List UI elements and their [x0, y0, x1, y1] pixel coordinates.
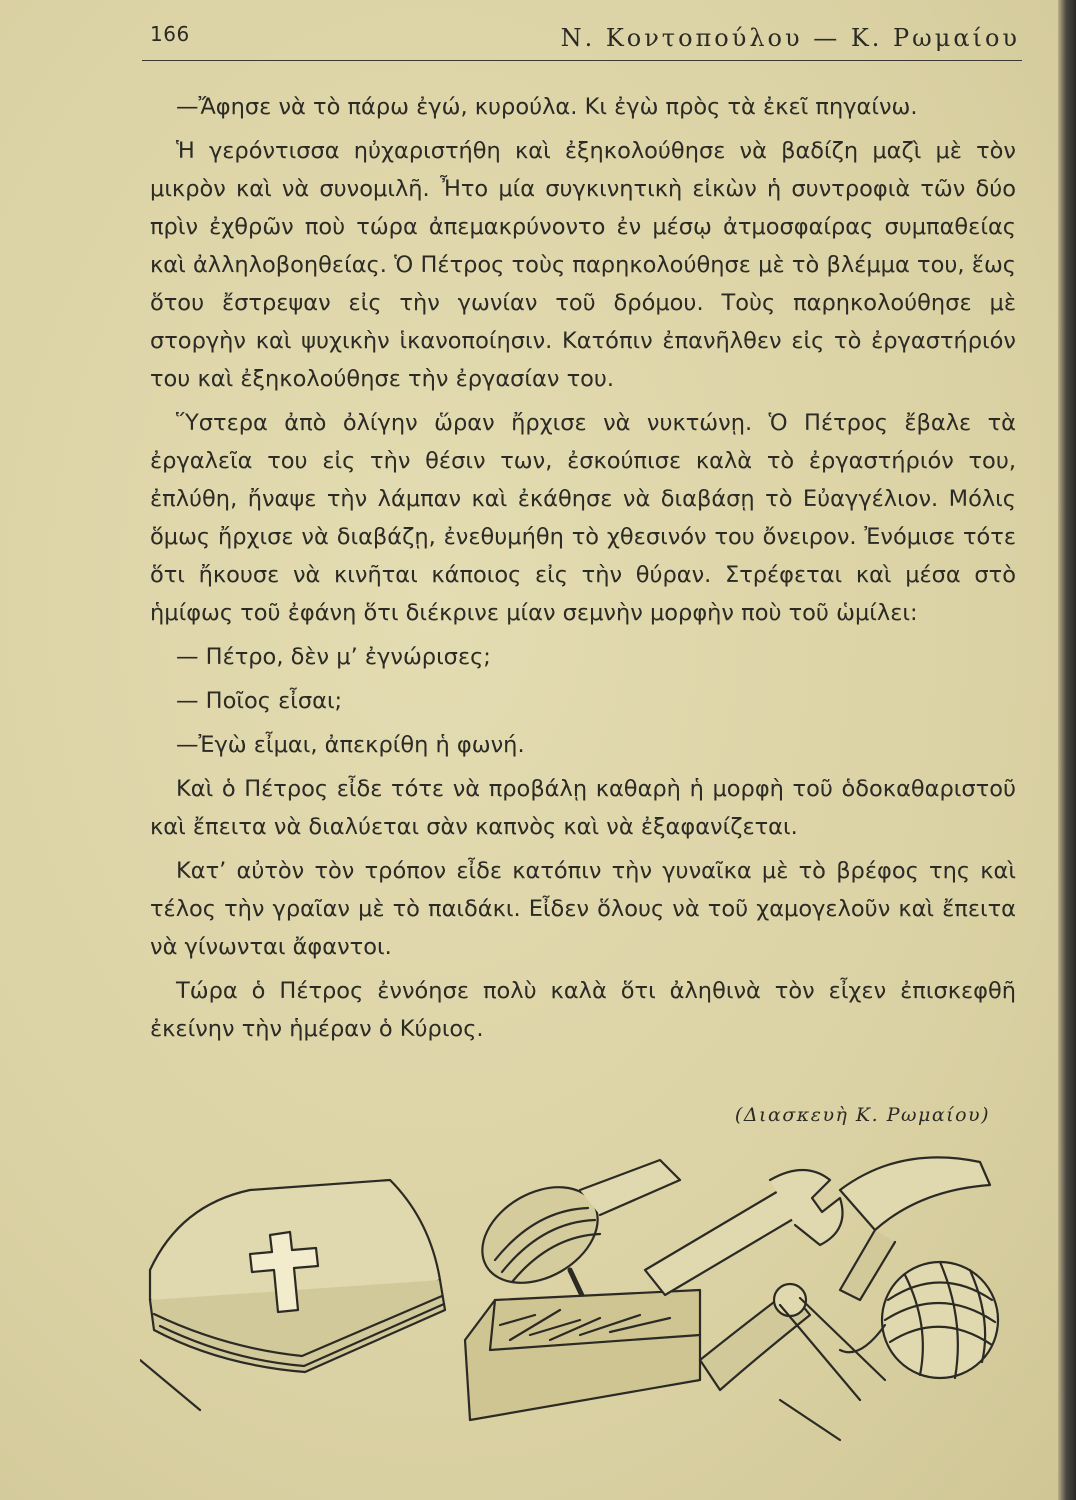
paragraph-5: Κατ’ αὐτὸν τὸν τρόπον εἶδε κατόπιν τὴν γυναῖκα μὲ τὸ βρέφος της καὶ τέλος τὴν γραῖαν μὲ τὸ παιδάκι. Εἶδεν ὅλους νὰ τοῦ χαμογελοῦν καὶ ἔπειτα νὰ γίνωνται ἄφαντοι. — [150, 858, 1016, 960]
dialogue-line-3: —Ἐγὼ εἶμαι, ἀπεκρίθη ἡ φωνή. — [176, 732, 525, 758]
dialogue-line-2: — Ποῖος εἶσαι; — [176, 688, 343, 714]
page-number: 166 — [150, 22, 190, 46]
wrench-icon — [645, 1170, 843, 1295]
ground-line — [780, 1400, 840, 1440]
paragraph-6: Τώρα ὁ Πέτρος ἐννόησε πολὺ καλὰ ὅτι ἀληθινὰ τὸν εἶχεν ἐπισκεφθῆ ἐκείνην τὴν ἡμέραν ὁ Κύριος. — [150, 978, 1016, 1042]
dialogue-line-1: — Πέτρο, δὲν μ’ ἐγνώρισες; — [176, 644, 491, 670]
pliers-icon — [700, 1284, 885, 1400]
book-spine-edge — [1058, 0, 1076, 1500]
toolbox-icon — [465, 1290, 700, 1420]
paragraph-4: Καὶ ὁ Πέτρος εἶδε τότε νὰ προβάλῃ καθαρὴ ἡ μορφὴ τοῦ ὁδοκαθαριστοῦ καὶ ἔπειτα νὰ διαλύεται σὰν καπνὸς καὶ νὰ ἐξαφανίζεται. — [150, 776, 1016, 840]
paragraph-2: Ἡ γερόντισσα ηὐχαριστήθη καὶ ἐξηκολούθησε νὰ βαδίζη μαζὶ μὲ τὸν μικρὸν καὶ νὰ συνομιλῆ. Ἦτο μία συγκινητικὴ εἰκὼν ἡ συντροφιὰ τῶν δύο πρὶν ἐχθρῶν ποὺ τώρα ἀπεμακρύνοντο ἐν μέσῳ ἀτμοσφαίρας συμπαθείας καὶ ἀλληλοβοηθείας. Ὁ Πέτρος τοὺς παρηκολούθησε μὲ τὸ βλέμμα του, ἕως ὅτου ἔστρεψαν εἰς τὴν γωνίαν τοῦ δρόμου. Τοὺς παρηκολούθησε μὲ στοργὴν καὶ ψυχικὴν ἱκανοποίησιν. Κατόπιν ἐπανῆλθεν εἰς τὸ ἐργαστήριόν του καὶ ἐξηκολούθησε τὴν ἐργασίαν του. — [150, 138, 1016, 392]
ground-line — [140, 1360, 200, 1410]
bible-book-icon — [150, 1180, 445, 1372]
tools-illustration — [140, 1150, 1020, 1450]
story-text — [150, 88, 1016, 1048]
paragraph-3: Ὕστερα ἀπὸ ὀλίγην ὥραν ἤρχισε νὰ νυκτώνῃ. Ὁ Πέτρος ἔβαλε τὰ ἐργαλεῖα του εἰς τὴν θέσιν των, ἐσκούπισε καλὰ τὸ ἐργαστήριόν του, ἐπλύθη, ἤναψε τὴν λάμπαν καὶ ἐκάθησε νὰ διαβάσῃ τὸ Εὐαγγέλιον. Μόλις ὅμως ἤρχισε νὰ διαβάζῃ, ἐνεθυμήθη τὸ χθεσινόν του ὄνειρον. Ἐνόμισε τότε ὅτι ἤκουσε νὰ κινῆται κάποιος εἰς τὴν θύραν. Στρέφεται καὶ μέσα στὸ ἡμίφως τοῦ ἐφάνη ὅτι διέκρινε μίαν σεμνὴν μορφὴν ποὺ τοῦ ὡμίλει: — [150, 410, 1016, 626]
attribution: (Διασκευὴ Κ. Ρωμαίου) — [734, 1104, 990, 1126]
header-rule — [142, 60, 1022, 61]
running-head: Ν. Κοντοπούλου — Κ. Ρωμαίου — [560, 24, 1020, 52]
paragraph-1: —Ἄφησε νὰ τὸ πάρω ἐγώ, κυρούλα. Κι ἐγὼ πρὸς τὰ ἐκεῖ πηγαίνω. — [176, 94, 918, 120]
